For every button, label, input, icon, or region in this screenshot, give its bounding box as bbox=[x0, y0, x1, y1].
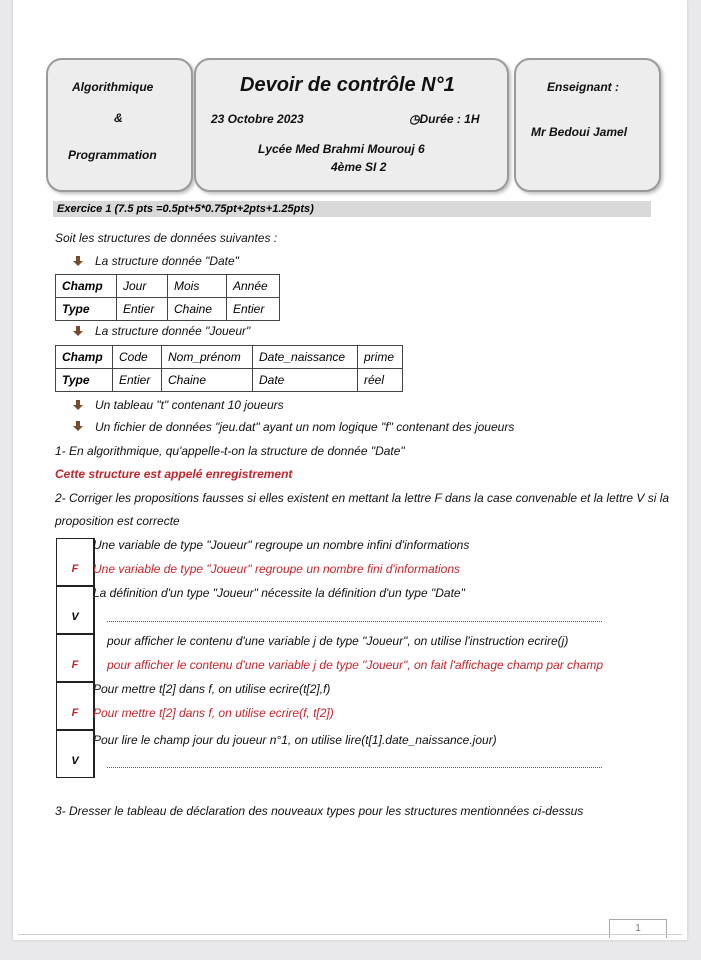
exam-page bbox=[13, 0, 687, 940]
answer-box bbox=[56, 634, 95, 682]
table-cell: Chaine bbox=[168, 298, 227, 321]
table-cell: Champ bbox=[56, 275, 117, 298]
arrow-bullet-icon bbox=[73, 421, 83, 431]
answer-box bbox=[56, 730, 95, 778]
subject-line2: Programmation bbox=[68, 148, 157, 162]
exam-title: Devoir de contrôle N°1 bbox=[240, 74, 455, 96]
answer-mark: V bbox=[71, 611, 79, 623]
question-1: 1- En algorithmique, qu'appelle-t-on la structure de donnée "Date" bbox=[55, 444, 405, 458]
answer-mark: V bbox=[71, 755, 79, 767]
table-row bbox=[56, 346, 403, 369]
bullet-fichier: Un fichier de données "jeu.dat" ayant un nom logique "f" contenant des joueurs bbox=[95, 420, 515, 434]
table-cell: prime bbox=[358, 346, 403, 369]
table-cell: Type bbox=[56, 369, 113, 392]
table-cell: Année bbox=[227, 275, 280, 298]
proposition-correction: Pour mettre t[2] dans f, on utilise ecrire(f, t[2]) bbox=[93, 706, 334, 720]
teacher-label: Enseignant : bbox=[547, 80, 620, 94]
subject-amp: & bbox=[114, 111, 123, 125]
answer-mark: F bbox=[71, 659, 79, 671]
table-cell: Champ bbox=[56, 346, 113, 369]
arrow-bullet-icon bbox=[73, 400, 83, 410]
table-cell: Date_naissance bbox=[253, 346, 358, 369]
answer-mark: F bbox=[71, 707, 79, 719]
table-cell: Entier bbox=[117, 298, 168, 321]
table-row bbox=[56, 369, 403, 392]
exam-date: 23 Octobre 2023 bbox=[211, 112, 304, 126]
table-cell: Code bbox=[113, 346, 162, 369]
subject-box bbox=[46, 58, 193, 192]
teacher-name: Mr Bedoui Jamel bbox=[531, 125, 628, 139]
table-cell: Type bbox=[56, 298, 117, 321]
proposition-correction: Une variable de type "Joueur" regroupe un nombre fini d'informations bbox=[93, 562, 461, 576]
table-row bbox=[56, 298, 280, 321]
clock-icon: ◷ bbox=[409, 112, 420, 126]
arrow-bullet-icon bbox=[73, 326, 83, 336]
table-cell: Entier bbox=[227, 298, 280, 321]
table-row bbox=[56, 275, 280, 298]
date-table bbox=[55, 274, 280, 321]
proposition-statement: Pour lire le champ jour du joueur n°1, on utilise lire(t[1].date_naissance.jour) bbox=[93, 733, 497, 747]
exam-duration: ◷Durée : 1H bbox=[409, 112, 480, 126]
table-cell: réel bbox=[358, 369, 403, 392]
table-cell: Date bbox=[253, 369, 358, 392]
footer-divider bbox=[18, 934, 682, 935]
question-3: 3- Dresser le tableau de déclaration des nouveaux types pour les structures mentionnées ci-dessus bbox=[55, 804, 584, 818]
proposition-statement: Pour mettre t[2] dans f, on utilise ecrire(t[2],f) bbox=[93, 682, 331, 696]
answer-mark: F bbox=[71, 563, 79, 575]
table-cell: Jour bbox=[117, 275, 168, 298]
table-cell: Mois bbox=[168, 275, 227, 298]
teacher-box bbox=[514, 58, 661, 192]
bullet-joueur: La structure donnée "Joueur" bbox=[95, 324, 251, 338]
table-cell: Entier bbox=[113, 369, 162, 392]
table-cell: Chaine bbox=[162, 369, 253, 392]
proposition-statement: pour afficher le contenu d'une variable j de type "Joueur", on utilise l'instruction ecrire(j) bbox=[107, 634, 569, 648]
bullet-tableau: Un tableau "t" contenant 10 joueurs bbox=[95, 398, 284, 412]
joueur-table bbox=[55, 345, 403, 392]
answer-box bbox=[56, 682, 95, 730]
subject-line1: Algorithmique bbox=[72, 80, 154, 94]
proposition-statement: Une variable de type "Joueur" regroupe un nombre infini d'informations bbox=[93, 538, 470, 552]
proposition-statement: La définition d'un type "Joueur" nécessite la définition d'un type "Date" bbox=[93, 586, 465, 600]
school-name: Lycée Med Brahmi Mourouj 6 bbox=[258, 142, 425, 156]
answer-box bbox=[56, 538, 95, 586]
answer-box bbox=[56, 586, 95, 634]
answer-dotted-line bbox=[107, 620, 602, 622]
question-2-line2: proposition est correcte bbox=[55, 514, 180, 528]
intro-text: Soit les structures de données suivantes : bbox=[55, 231, 278, 245]
answer-dotted-line bbox=[107, 766, 602, 768]
table-cell: Nom_prénom bbox=[162, 346, 253, 369]
title-box bbox=[194, 58, 509, 192]
arrow-bullet-icon bbox=[73, 256, 83, 266]
question-2-line1: 2- Corriger les propositions fausses si elles existent en mettant la lettre F dans la case convenable et la lettre V si la bbox=[55, 491, 670, 505]
class-name: 4ème SI 2 bbox=[331, 160, 387, 174]
bullet-date: La structure donnée "Date" bbox=[95, 254, 239, 268]
exercise-heading: Exercice 1 (7.5 pts =0.5pt+5*0.75pt+2pts+1.25pts) bbox=[53, 201, 651, 217]
page-number: 1 bbox=[609, 919, 667, 938]
answer-1: Cette structure est appelé enregistrement bbox=[55, 467, 293, 481]
proposition-correction: pour afficher le contenu d'une variable j de type "Joueur", on fait l'affichage champ par champ bbox=[107, 658, 604, 672]
